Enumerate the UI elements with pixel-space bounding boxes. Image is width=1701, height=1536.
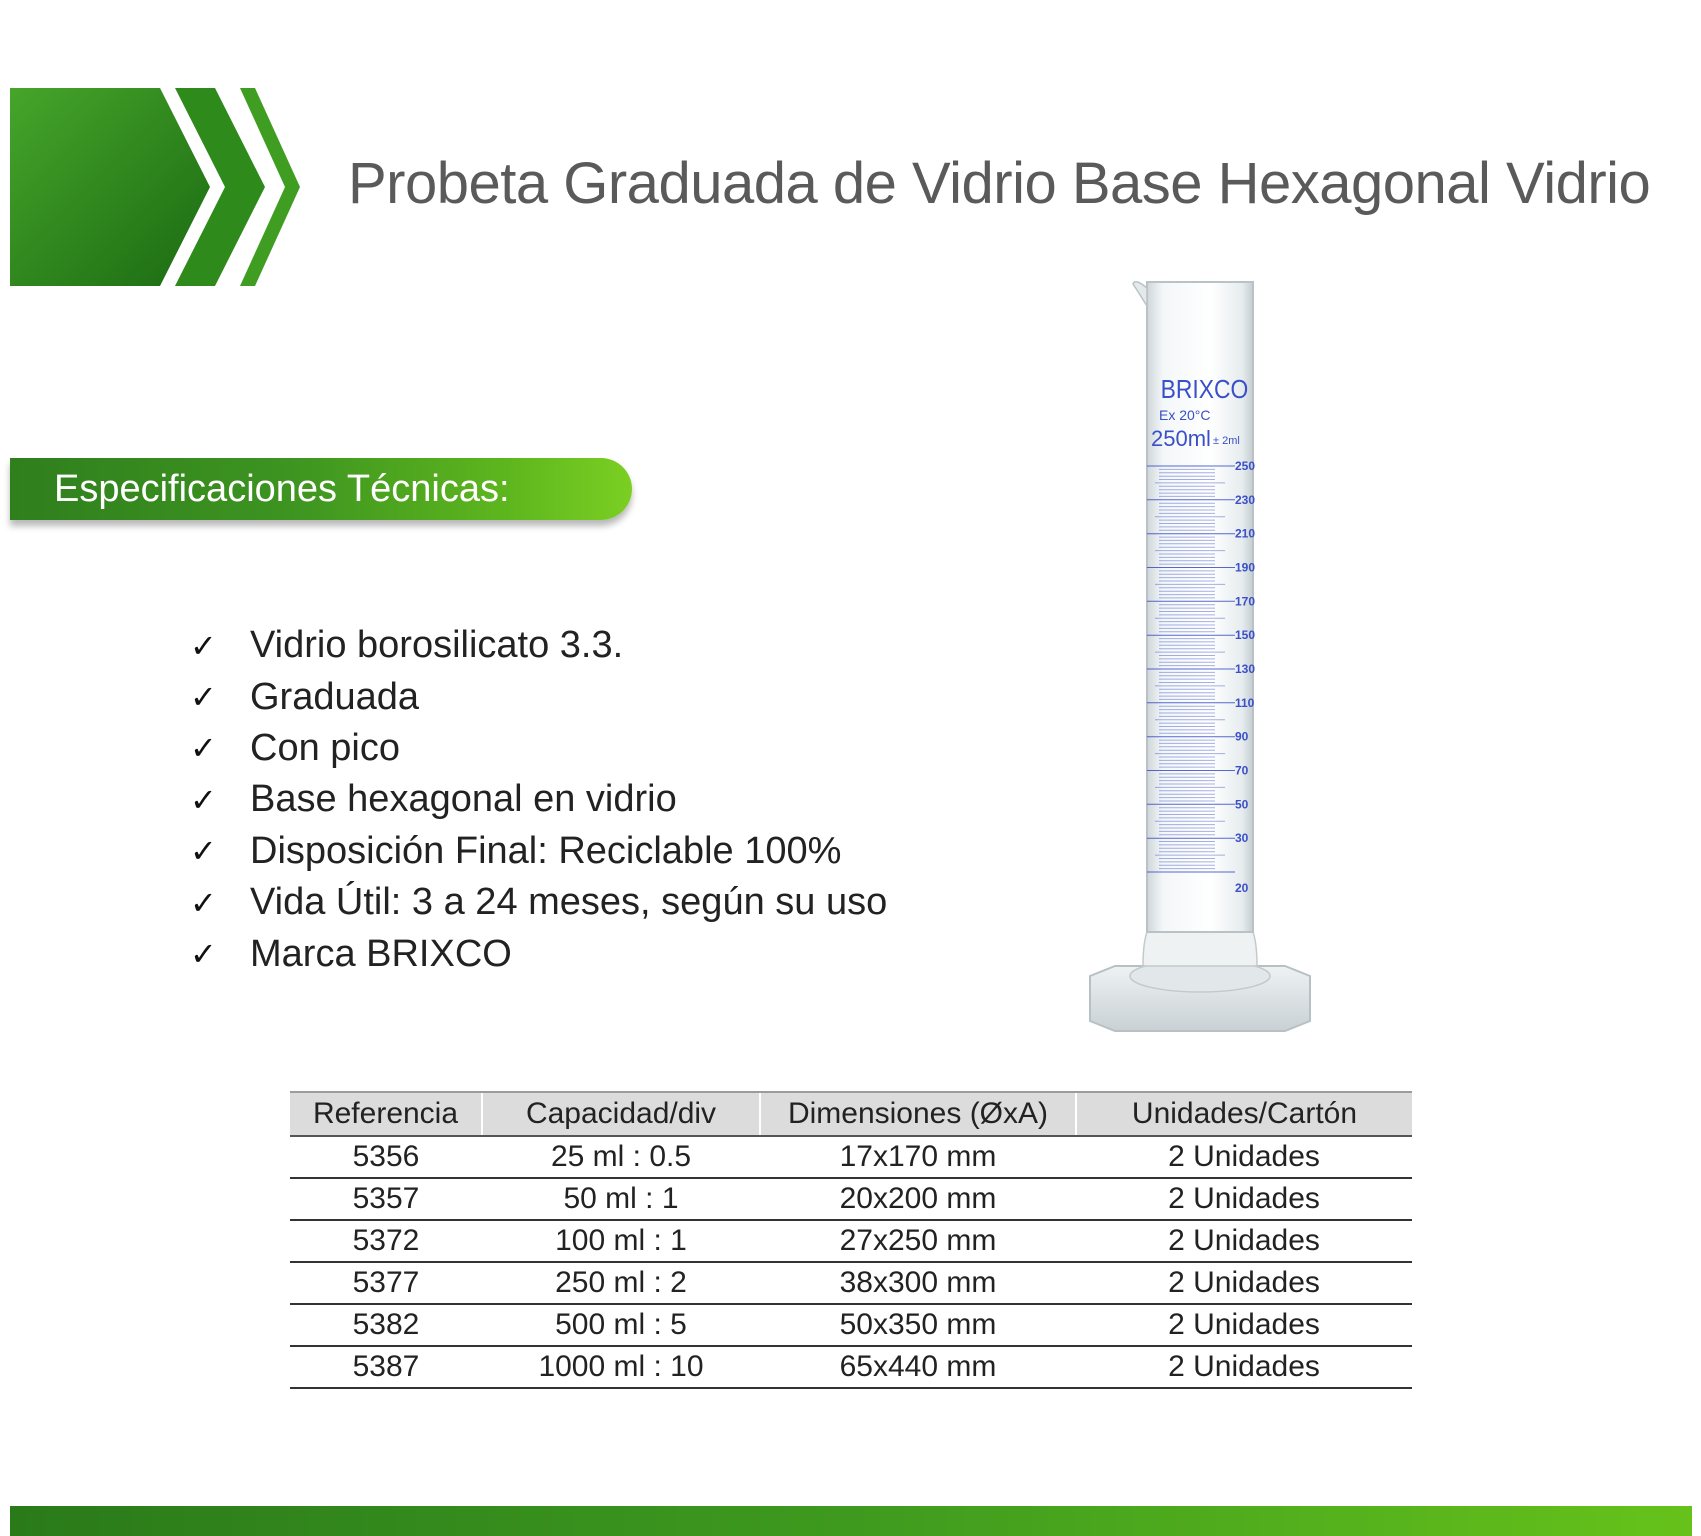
cylinder-brand-text: BRIXCO xyxy=(1160,375,1249,405)
check-icon: ✓ xyxy=(190,833,217,870)
table-cell: 25 ml : 0.5 xyxy=(482,1136,760,1178)
graduation-label: 50 xyxy=(1235,797,1249,812)
table-cell: 5377 xyxy=(290,1262,482,1304)
table-header-row xyxy=(290,1092,1412,1136)
check-icon: ✓ xyxy=(190,730,217,767)
table-cell: 2 Unidades xyxy=(1076,1304,1412,1346)
table-row xyxy=(290,1136,1412,1178)
table-cell: 2 Unidades xyxy=(1076,1262,1412,1304)
table-row xyxy=(290,1262,1412,1304)
page-title: Probeta Graduada de Vidrio Base Hexagonal Vidrio xyxy=(348,151,1651,216)
table-cell: 5356 xyxy=(290,1136,482,1178)
graduation-label: 110 xyxy=(1235,695,1255,710)
graduation-label: 90 xyxy=(1235,729,1249,744)
table-cell: 100 ml : 1 xyxy=(482,1220,760,1262)
check-icon: ✓ xyxy=(190,679,217,716)
cylinder-tolerance-text: ± 2ml xyxy=(1213,435,1240,447)
graduation-label: 170 xyxy=(1235,594,1256,609)
table-cell: 5372 xyxy=(290,1220,482,1262)
table-cell: 27x250 mm xyxy=(760,1220,1076,1262)
feature-text: Disposición Final: Reciclable 100% xyxy=(250,829,842,872)
table-cell: 5382 xyxy=(290,1304,482,1346)
feature-text: Marca BRIXCO xyxy=(250,932,512,975)
feature-item xyxy=(190,671,887,722)
cylinder-temp-text: Ex 20°C xyxy=(1159,407,1211,423)
check-icon: ✓ xyxy=(190,781,217,818)
table-cell: 250 ml : 2 xyxy=(482,1262,760,1304)
graduation-label: 210 xyxy=(1235,526,1256,541)
table-cell: 1000 ml : 10 xyxy=(482,1346,760,1388)
column-header-referencia: Referencia xyxy=(290,1092,482,1136)
feature-text: Vidrio borosilicato 3.3. xyxy=(250,624,624,667)
feature-item xyxy=(190,620,887,671)
spec-heading: Especificaciones Técnicas: xyxy=(54,468,510,510)
table-cell: 50x350 mm xyxy=(760,1304,1076,1346)
check-icon: ✓ xyxy=(190,936,217,973)
table-cell: 2 Unidades xyxy=(1076,1136,1412,1178)
feature-item xyxy=(190,826,887,877)
graduation-label: 230 xyxy=(1235,492,1256,507)
graduation-label: 30 xyxy=(1235,831,1249,846)
table-cell: 2 Unidades xyxy=(1076,1346,1412,1388)
graduated-cylinder-image xyxy=(1085,276,1315,1041)
feature-text: Vida Útil: 3 a 24 meses, según su uso xyxy=(250,881,888,924)
footer-green-bar xyxy=(10,1506,1692,1536)
header-chevron-logo xyxy=(10,88,310,286)
feature-text: Graduada xyxy=(250,675,420,718)
feature-item xyxy=(190,723,887,774)
check-icon: ✓ xyxy=(190,884,217,921)
table-cell: 5357 xyxy=(290,1178,482,1220)
check-icon: ✓ xyxy=(190,627,217,664)
table-cell: 38x300 mm xyxy=(760,1262,1076,1304)
product-spec-table xyxy=(290,1091,1412,1389)
graduation-label: 250 xyxy=(1235,459,1256,473)
graduation-label: 70 xyxy=(1235,763,1249,778)
feature-item xyxy=(190,774,887,825)
graduation-label: 130 xyxy=(1235,662,1256,676)
feature-text: Base hexagonal en vidrio xyxy=(250,778,677,821)
table-cell: 2 Unidades xyxy=(1076,1220,1412,1262)
table-row xyxy=(290,1346,1412,1388)
graduation-label: 190 xyxy=(1235,560,1256,575)
graduation-label: 20 xyxy=(1235,881,1249,895)
table-cell: 500 ml : 5 xyxy=(482,1304,760,1346)
feature-list xyxy=(190,620,887,980)
column-header-dimensiones: Dimensiones (ØxA) xyxy=(760,1092,1076,1136)
table-cell: 50 ml : 1 xyxy=(482,1178,760,1220)
feature-text: Con pico xyxy=(250,726,400,769)
feature-item xyxy=(190,877,887,928)
column-header-capacidad: Capacidad/div xyxy=(482,1092,760,1136)
table-cell: 5387 xyxy=(290,1346,482,1388)
column-header-unidades: Unidades/Cartón xyxy=(1076,1092,1412,1136)
spec-heading-banner xyxy=(10,458,632,520)
table-row xyxy=(290,1304,1412,1346)
graduation-label: 150 xyxy=(1235,628,1256,643)
table-cell: 2 Unidades xyxy=(1076,1178,1412,1220)
feature-item xyxy=(190,928,887,979)
table-cell: 17x170 mm xyxy=(760,1136,1076,1178)
table-cell: 65x440 mm xyxy=(760,1346,1076,1388)
table-row xyxy=(290,1220,1412,1262)
table-row xyxy=(290,1178,1412,1220)
cylinder-capacity-text: 250ml xyxy=(1151,426,1211,451)
table-cell: 20x200 mm xyxy=(760,1178,1076,1220)
